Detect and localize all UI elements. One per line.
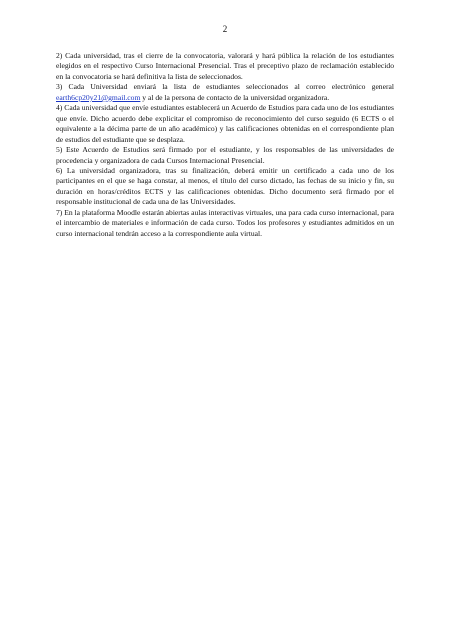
paragraph-2: 2) Cada universidad, tras el cierre de la convocatoria, valorará y hará pública la relación de los estudiantes elegidos en el respectivo Curso Internacional Presencial. Tras el preceptivo plazo de reclamación establecido en la convocatoria se hará definitiva la lista de seleccionados. [56,51,394,81]
page-number: 2 [222,24,228,34]
document-body [56,51,394,239]
paragraph-3-text-before: 3) Cada Universidad enviará la lista de estudiantes seleccionados al correo electrónico general [56,82,394,92]
paragraph-3 [56,82,394,103]
paragraph-6: 6) La universidad organizadora, tras su finalización, deberá emitir un certificado a cada uno de los participantes en el que se haga constar, al menos, el título del curso dictado, las fechas de su inicio y fin, su duración en horas/créditos ECTS y las calificaciones obtenidas. Dicho documento será firmado por el responsable institucional de cada una de las Universidades. [56,165,394,207]
paragraph-5: 5) Este Acuerdo de Estudios será firmado por el estudiante, y los responsables de las universidades de procedencia y organizadora de cada Cursos Internacional Presencial. [56,145,394,165]
paragraph-3-text-after: y al de la persona de contacto de la universidad organizadora. [140,92,330,102]
paragraph-7: 7) En la plataforma Moodle estarán abiertas aulas interactivas virtuales, una para cada curso internacional, para el intercambio de materiales e información de cada curso. Todos los profesores y estudiantes admitidos en un curso internacional tendrán acceso a la correspondiente aula virtual. [56,207,394,238]
paragraph-4: 4) Cada universidad que envíe estudiantes establecerá un Acuerdo de Estudios para cada uno de los estudiantes que envíe. Dicho acuerdo debe explicitar el compromiso de reconocimiento del curso seguido (6 ECTS o el equivalente a la décima parte de un año académico) y las calificaciones obtenidas en el correspondiente plan de estudios del estudiante que se desplaza. [56,103,394,144]
email-link[interactable]: earth6cp20y21@gmail.com [56,92,141,102]
